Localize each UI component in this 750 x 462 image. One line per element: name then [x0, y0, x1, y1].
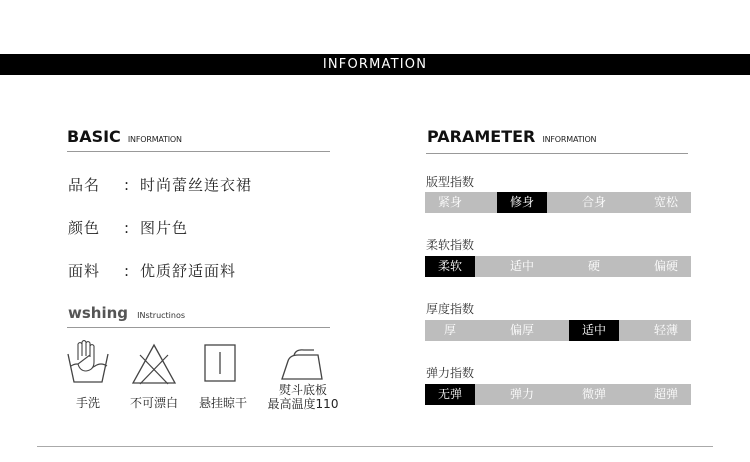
elasticity-index-scale [425, 384, 691, 405]
info-value: 图片色 [140, 219, 189, 237]
elasticity-index-title: 弹力指数 [426, 366, 475, 380]
info-row-fabric [68, 260, 236, 281]
thickness-index-scale [425, 320, 691, 341]
scale-option-selected: 柔软 [425, 256, 475, 277]
hang-dry-label: 悬挂晾干 [198, 396, 247, 410]
softness-index-title: 柔软指数 [426, 238, 475, 252]
softness-index-scale [425, 256, 691, 277]
basic-subtitle: INFORMATION [127, 135, 182, 144]
scale-option-selected: 适中 [569, 320, 619, 341]
fit-index-title: 版型指数 [426, 175, 475, 189]
scale-option: 硬 [587, 259, 600, 273]
basic-section-heading [67, 127, 182, 146]
parameter-divider [426, 153, 688, 154]
hand-wash-icon [64, 340, 112, 384]
info-colon: : [124, 176, 130, 194]
info-label: 品名 [68, 176, 101, 194]
iron-label-line-2: 最高温度110 [267, 397, 339, 411]
fit-index-scale [425, 192, 691, 213]
parameter-section-heading [427, 127, 596, 146]
scale-option: 弹力 [509, 387, 534, 401]
info-row-color [68, 217, 188, 238]
banner-title: INFORMATION [322, 57, 428, 72]
thickness-index-title: 厚度指数 [426, 302, 475, 316]
scale-option: 宽松 [653, 195, 678, 209]
scale-option: 厚 [443, 323, 456, 337]
scale-option: 超弹 [653, 387, 678, 401]
scale-option: 微弹 [581, 387, 606, 401]
washing-subtitle: INstructinos [137, 311, 186, 320]
iron-label-line-1: 熨斗底板 [278, 383, 327, 397]
basic-divider [67, 151, 330, 152]
parameter-title: PARAMETER [427, 127, 536, 146]
scale-option: 适中 [509, 259, 534, 273]
scale-option: 轻薄 [653, 323, 678, 337]
washing-divider [67, 327, 330, 328]
iron-icon [280, 349, 324, 381]
info-value: 时尚蕾丝连衣裙 [140, 176, 253, 194]
info-value: 优质舒适面料 [140, 262, 237, 280]
hang-dry-icon [204, 344, 236, 382]
info-label: 面料 [68, 262, 101, 280]
scale-option: 合身 [581, 195, 606, 209]
basic-title: BASIC [67, 127, 121, 146]
scale-option-selected: 修身 [497, 192, 547, 213]
iron-label [262, 383, 344, 411]
scale-option: 紧身 [437, 195, 462, 209]
scale-option: 偏厚 [509, 323, 534, 337]
no-bleach-label: 不可漂白 [129, 396, 178, 410]
washing-section-heading [68, 303, 185, 322]
info-label: 颜色 [68, 219, 101, 237]
info-row-name [68, 174, 252, 195]
info-colon: : [124, 262, 130, 280]
bottom-divider [37, 446, 713, 447]
info-colon: : [124, 219, 130, 237]
scale-option: 偏硬 [653, 259, 678, 273]
washing-title: wshing [68, 304, 129, 322]
no-bleach-icon [131, 343, 177, 385]
information-banner [0, 54, 750, 75]
parameter-subtitle: INFORMATION [542, 135, 597, 144]
scale-option-selected: 无弹 [425, 384, 475, 405]
hand-wash-label: 手洗 [75, 396, 100, 410]
